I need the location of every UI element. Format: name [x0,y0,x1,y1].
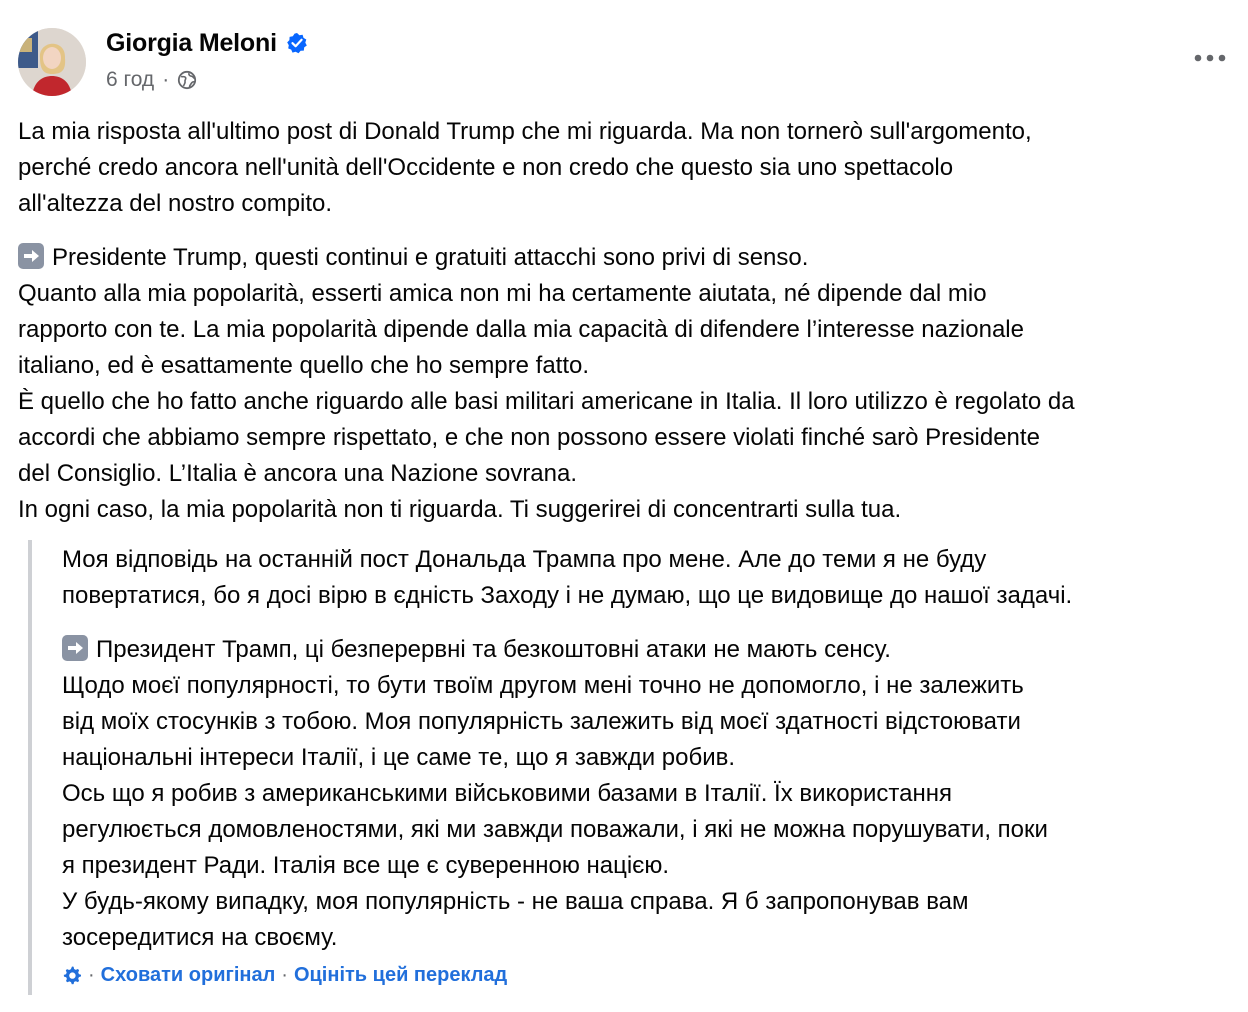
verified-badge-icon [286,32,308,54]
text-line: italiano, ed è esattamente quello che ho sempre fatto. [18,352,590,379]
avatar-photo [18,28,86,96]
post-time[interactable]: 6 год [106,68,155,91]
globe-icon[interactable] [177,70,197,90]
hide-original-link[interactable]: Сховати оригінал [100,963,276,986]
rate-translation-link[interactable]: Оцініть цей переклад [293,963,508,986]
settings-gear-icon[interactable] [62,965,82,985]
text-line: регулюється домовленостями, які ми завжди поважали, і які не можна порушувати, поки [62,816,1048,843]
text-line: від моїх стосунків з тобою. Моя популярність залежить від моєї здатності відстоювати [62,708,1021,735]
author-block [106,28,308,94]
right-arrow-emoji-icon [18,243,44,269]
right-arrow-emoji-icon [62,635,88,661]
translation-block [28,540,1244,995]
text-line-with-emoji [18,240,1240,276]
text-line: Ось що я робив з американськими військовими базами в Італії. Їх використання [62,780,952,807]
translation-footer [62,960,507,990]
text-line-with-emoji [62,632,1237,668]
text-segment: Presidente Trump, questi continui e gratuiti attacchi sono privi di senso. [52,244,809,271]
text-line: perché credo ancora nell'unità dell'Occidente e non credo che questo sia uno spettacolo [18,154,954,181]
author-name[interactable]: Giorgia Meloni [106,28,277,57]
post-original-text [18,114,1240,528]
footer-separator: · [88,963,95,986]
translated-paragraph-2 [62,632,1237,956]
post-meta [106,66,308,94]
text-line: La mia risposta all'ultimo post di Donald Trump che mi riguarda. Ma non tornerò sull'argomento, [18,118,1032,145]
more-options-icon[interactable] [1190,46,1230,70]
text-line: я президент Ради. Італія все ще є суверенною нацією. [62,852,670,879]
text-line: rapporto con te. La mia popolarità dipende dalla mia capacità di difendere l’interesse nazionale [18,316,1024,343]
meta-separator: · [162,68,170,91]
text-line: повертатися, бо я досі вірю в єдність Заходу і не думаю, що це видовище до нашої задачі. [62,582,1073,609]
text-line: accordi che abbiamo sempre rispettato, e che non possono essere violati finché sarò Presidente [18,424,1040,451]
text-line: È quello che ho fatto anche riguardo alle basi militari americane in Italia. Il loro utilizzo è regolato da [18,388,1075,415]
avatar[interactable] [18,28,86,96]
text-line: Моя відповідь на останній пост Дональда Трампа про мене. Але до теми я не буду [62,546,987,573]
original-paragraph-2 [18,240,1240,528]
author-name-row [106,28,308,58]
translated-paragraph-1 [62,542,1237,614]
text-line: all'altezza del nostro compito. [18,190,333,217]
footer-separator: · [281,963,288,986]
text-line: Щодо моєї популярності, то бути твоїм другом мені точно не допомогло, і не залежить [62,672,1024,699]
text-line: del Consiglio. L’Italia è ancora una Nazione sovrana. [18,460,578,487]
original-paragraph-1 [18,114,1240,222]
post-header [18,28,1230,100]
text-line: національні інтереси Італії, і це саме те, що я завжди робив. [62,744,736,771]
text-line: зосередитися на своєму. [62,924,338,951]
text-line: Quanto alla mia popolarità, esserti amica non mi ha certamente aiutata, né dipende dal mio [18,280,987,307]
text-segment: Президент Трамп, ці безперервні та безкоштовні атаки не мають сенсу. [96,636,891,663]
translated-text [62,542,1237,956]
text-line: In ogni caso, la mia popolarità non ti riguarda. Ti suggerirei di concentrarti sulla tua. [18,496,902,523]
text-line: У будь-якому випадку, моя популярність - не ваша справа. Я б запропонував вам [62,888,969,915]
